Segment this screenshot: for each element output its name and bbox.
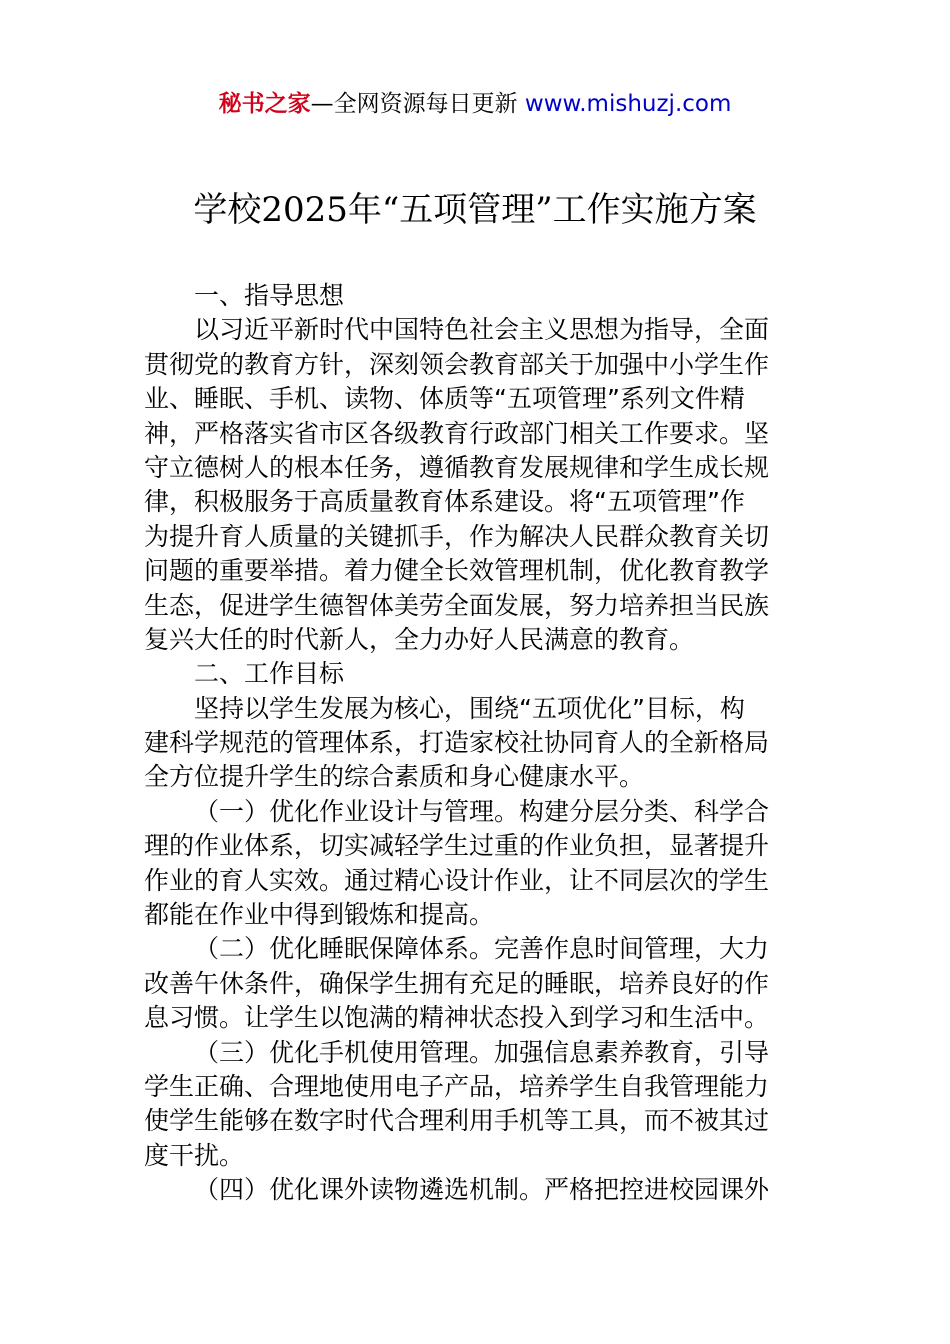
- paragraph-line: 度干扰。: [144, 1140, 245, 1170]
- paragraph-line: 律，积极服务于高质量教育体系建设。将“五项管理”作: [144, 487, 745, 517]
- paragraph-line: 复兴大任的时代新人，全力办好人民满意的教育。: [144, 624, 695, 654]
- paragraph-line: 为提升育人质量的关键抓手，作为解决人民群众教育关切: [144, 521, 770, 551]
- paragraph-line: 贯彻党的教育方针，深刻领会教育部关于加强中小学生作: [144, 349, 770, 379]
- paragraph-line: 改善午休条件，确保学生拥有充足的睡眠，培养良好的作: [144, 968, 770, 998]
- paragraph-line: 学生正确、合理地使用电子产品，培养学生自我管理能力: [144, 1071, 770, 1101]
- paragraph-line: 息习惯。让学生以饱满的精神状态投入到学习和生活中。: [144, 1003, 770, 1033]
- paragraph-line: 坚持以学生发展为核心，围绕“五项优化”目标，构: [194, 693, 745, 723]
- paragraph-line: （三）优化手机使用管理。加强信息素养教育，引导: [194, 1037, 770, 1067]
- paragraph-line: （二）优化睡眠保障体系。完善作息时间管理，大力: [194, 934, 770, 964]
- paragraph-line: 守立德树人的根本任务，遵循教育发展规律和学生成长规: [144, 452, 770, 482]
- paragraph-line: 以习近平新时代中国特色社会主义思想为指导，全面: [194, 315, 770, 345]
- paragraph-line: 神，严格落实省市区各级教育行政部门相关工作要求。坚: [144, 418, 770, 448]
- paragraph-line: 生态，促进学生德智体美劳全面发展，努力培养担当民族: [144, 590, 770, 620]
- paragraph-line: （四）优化课外读物遴选机制。严格把控进校园课外: [194, 1175, 770, 1205]
- paragraph-line: 都能在作业中得到锻炼和提高。: [144, 900, 495, 930]
- document-title: 学校2025年“五项管理”工作实施方案: [193, 190, 757, 230]
- brand-name: 秘书之家: [218, 91, 311, 117]
- paragraph-line: 作业的育人实效。通过精心设计作业，让不同层次的学生: [144, 865, 770, 895]
- paragraph-line: （一）优化作业设计与管理。构建分层分类、科学合: [194, 796, 770, 826]
- paragraph-line: 业、睡眠、手机、读物、体质等“五项管理”系列文件精: [144, 384, 745, 414]
- site-header: [0, 88, 950, 120]
- header-tagline: —全网资源每日更新: [310, 91, 518, 117]
- paragraph-line: 问题的重要举措。着力健全长效管理机制，优化教育教学: [144, 556, 770, 586]
- section-heading: 二、工作目标: [194, 659, 345, 689]
- document-body: [144, 279, 824, 1208]
- section-heading: 一、指导思想: [194, 281, 345, 310]
- paragraph-line: 使学生能够在数字时代合理利用手机等工具，而不被其过: [144, 1106, 770, 1136]
- site-url-link[interactable]: www.mishuzj.com: [524, 91, 732, 117]
- paragraph-line: 理的作业体系，切实减轻学生过重的作业负担，显著提升: [144, 831, 770, 861]
- paragraph-line: 全方位提升学生的综合素质和身心健康水平。: [144, 762, 645, 792]
- paragraph-line: 建科学规范的管理体系，打造家校社协同育人的全新格局: [144, 728, 770, 758]
